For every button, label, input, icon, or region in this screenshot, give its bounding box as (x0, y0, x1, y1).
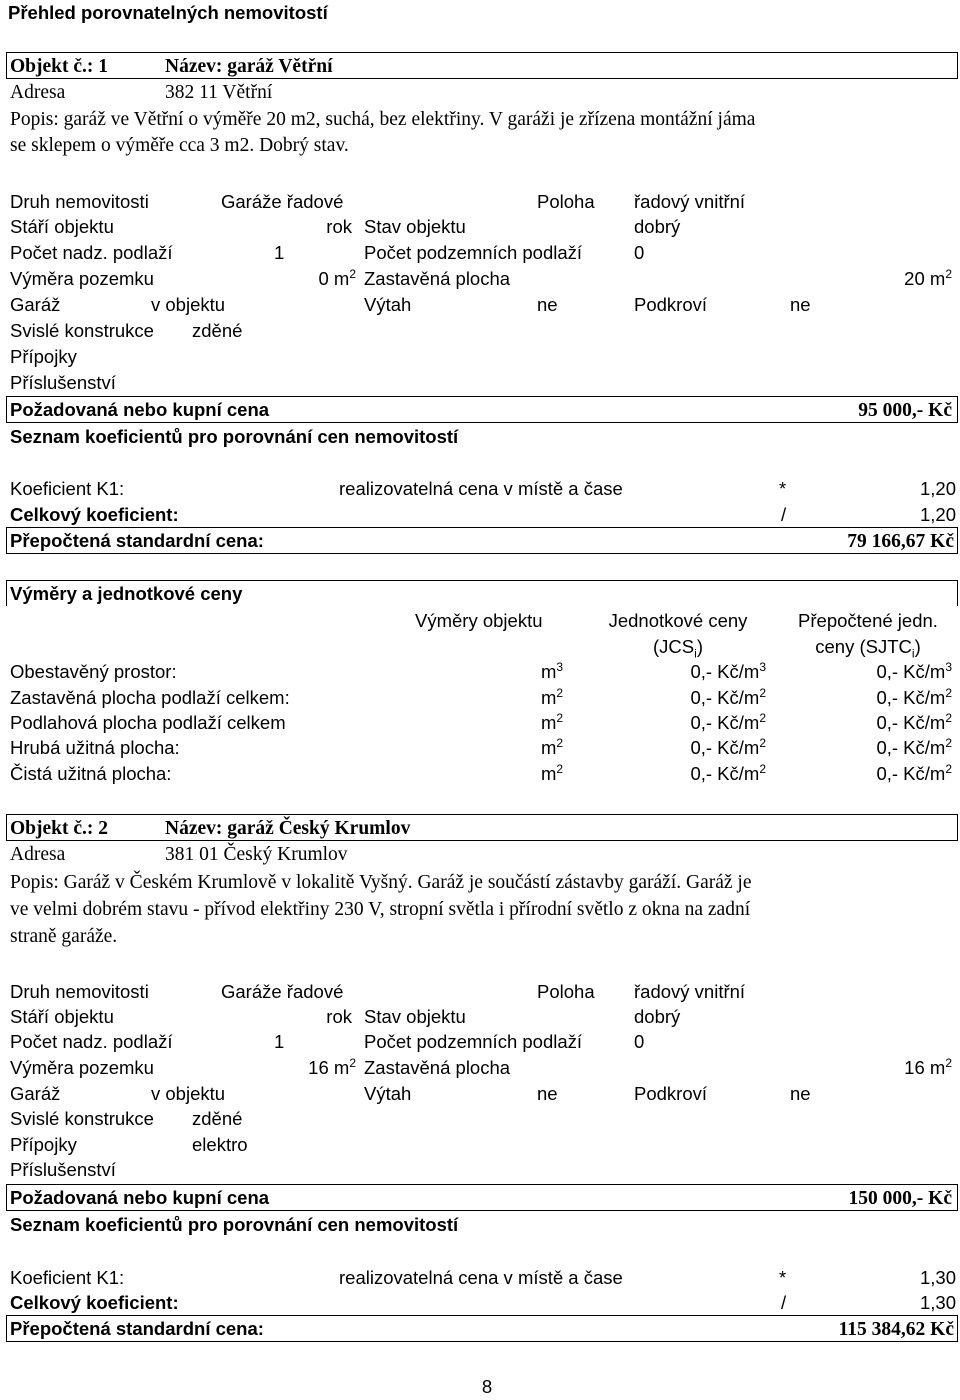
unit-exp: 2 (556, 761, 564, 776)
sjtc-value: 0,- Kč/m (876, 737, 946, 758)
jcs-exp: 2 (759, 761, 766, 776)
vymery-row-jcs (600, 761, 766, 787)
sjtc-value: 0,- Kč/m (876, 661, 946, 682)
object-2-zast (800, 1055, 952, 1081)
object-1-vytah: ne (537, 294, 558, 315)
unit: m (541, 661, 557, 682)
object-1-konstrukce-label: Svislé konstrukce (10, 320, 154, 341)
object-1-total-coef-label: Celkový koeficient: (10, 504, 179, 525)
sjtc-exp: 2 (945, 710, 952, 725)
object-1-k1-label: Koeficient K1: (10, 478, 125, 499)
vymery-row-sjtc (790, 685, 952, 711)
vymery-row-label: Zastavěná plocha podlaží celkem: (10, 687, 290, 708)
object-2-vytah: ne (537, 1083, 558, 1104)
object-2-podkrovi-label: Podkroví (634, 1083, 708, 1104)
object-2-address-label: Adresa (10, 844, 66, 865)
sjtc-exp: 2 (945, 735, 952, 750)
vymery-row-unit (541, 685, 563, 711)
object-2-podzemni-label: Počet podzemních podlaží (364, 1031, 583, 1052)
object-1-name: Název: garáž Větřní (165, 56, 333, 77)
object-2-druh: Garáže řadové (221, 981, 344, 1002)
object-1-address-label: Adresa (10, 82, 66, 103)
object-2-pozemek (220, 1055, 356, 1081)
jcs-subscript: i (694, 646, 697, 661)
vymery-row-label: Podlahová plocha podlaží celkem (10, 712, 286, 733)
object-1-k1-description: realizovatelná cena v místě a čase (339, 478, 623, 499)
unit: m (541, 763, 557, 784)
object-2-price: 150 000,- Kč (848, 1188, 952, 1209)
object-2-total-coef-operator: / (781, 1292, 787, 1313)
object-2-stari-label: Stáří objektu (10, 1006, 114, 1027)
object-1-stari-unit: rok (326, 216, 352, 237)
superscript: 2 (945, 1055, 952, 1070)
sjtc-value: 0,- Kč/m (876, 687, 946, 708)
object-1-pripojky-label: Přípojky (10, 346, 77, 367)
jcs-value: 0,- Kč/m (690, 661, 760, 682)
object-2-pripojky-label: Přípojky (10, 1134, 77, 1155)
object-2-stari-unit: rok (326, 1006, 352, 1027)
object-1-stav: dobrý (634, 216, 681, 237)
object-2-k1-description: realizovatelná cena v místě a čase (339, 1267, 623, 1288)
sjtc-value: 0,- Kč/m (876, 712, 946, 733)
object-2-standard-price-label: Přepočtená standardní cena: (10, 1318, 264, 1339)
jcs-text: (JCS (653, 636, 695, 657)
vymery-row-label: Čistá užitná plocha: (10, 763, 172, 784)
object-2-name: Název: garáž Český Krumlov (165, 818, 411, 839)
vymery-col-header-unit-price: Jednotkové ceny (608, 610, 748, 631)
unit: m (541, 712, 557, 733)
vymery-row-sjtc (790, 659, 952, 685)
sjtc-subscript: i (911, 646, 915, 661)
vymery-row-label: Obestavěný prostor: (10, 661, 177, 682)
object-2-total-coef-label: Celkový koeficient: (10, 1292, 179, 1313)
object-1-podkrovi: ne (790, 294, 811, 315)
sjtc-text: ceny (SJTC (815, 636, 912, 657)
object-1-total-coef-operator: / (781, 504, 787, 525)
object-2-garaz: v objektu (151, 1083, 226, 1104)
object-2-k1-operator: * (779, 1267, 787, 1288)
jcs-exp: 2 (759, 735, 766, 750)
vymery-title: Výměry a jednotkové ceny (10, 583, 243, 604)
vymery-row-jcs (600, 685, 766, 711)
object-2-pozemek-value: 16 m (308, 1057, 350, 1078)
unit-exp: 3 (556, 659, 564, 674)
object-2-stav: dobrý (634, 1006, 681, 1027)
object-2-pripojky: elektro (192, 1134, 248, 1155)
object-1-zast-label: Zastavěná plocha (364, 268, 511, 289)
object-1-price: 95 000,- Kč (858, 400, 952, 421)
superscript: 2 (349, 1055, 356, 1070)
vymery-row-sjtc (790, 761, 952, 787)
object-1-total-coef-value: 1,20 (919, 504, 956, 525)
object-1-poloha: řadový vnitřní (634, 191, 746, 212)
superscript: 2 (349, 266, 356, 281)
object-1-description-cont: se sklepem o výměře cca 3 m2. Dobrý stav. (10, 135, 349, 156)
jcs-value: 0,- Kč/m (690, 763, 760, 784)
object-2-pozemek-label: Výměra pozemku (10, 1057, 154, 1078)
jcs-exp: 2 (759, 685, 766, 700)
object-2-header-box (6, 814, 958, 841)
vymery-col-header-areas: Výměry objektu (415, 610, 543, 631)
unit-exp: 2 (556, 735, 564, 750)
jcs-value: 0,- Kč/m (690, 712, 760, 733)
object-1-k1-value: 1,20 (919, 478, 956, 499)
object-2-zast-label: Zastavěná plocha (364, 1057, 511, 1078)
jcs-value: 0,- Kč/m (690, 737, 760, 758)
object-2-description-cont2: straně garáže. (10, 926, 118, 947)
vymery-row-jcs (600, 735, 766, 761)
object-1-description: Popis: garáž ve Větřní o výměře 20 m2, suchá, bez elektřiny. V garáži je zřízena montážní jáma (10, 109, 756, 130)
jcs-close: ) (696, 636, 703, 657)
unit: m (541, 737, 557, 758)
object-1-vytah-label: Výtah (364, 294, 412, 315)
object-2-number: Objekt č.: 2 (10, 818, 109, 839)
sjtc-exp: 2 (945, 685, 952, 700)
object-1-k1-operator: * (779, 478, 787, 499)
object-2-standard-price: 115 384,62 Kč (838, 1319, 954, 1340)
vymery-row-label: Hrubá užitná plocha: (10, 737, 180, 758)
object-1-zast-value: 20 m (904, 268, 946, 289)
object-2-coef-list-title: Seznam koeficientů pro porovnání cen nemovitostí (10, 1214, 459, 1235)
object-1-druh: Garáže řadové (221, 191, 344, 212)
vymery-row-unit (541, 735, 563, 761)
object-1-pozemek (220, 266, 356, 292)
object-1-standard-price: 79 166,67 Kč (847, 531, 954, 552)
vymery-col-header-sjtc (782, 634, 954, 660)
jcs-exp: 3 (759, 659, 766, 674)
object-1-zast (800, 266, 952, 292)
object-1-stav-label: Stav objektu (364, 216, 466, 237)
object-1-pozemek-value: 0 m (318, 268, 350, 289)
vymery-col-header-recalc: Přepočtené jedn. (798, 610, 938, 631)
object-1-pozemek-label: Výměra pozemku (10, 268, 154, 289)
object-1-podlazi-label: Počet nadz. podlaží (10, 242, 173, 263)
object-1-garaz-label: Garáž (10, 294, 61, 315)
object-2-k1-value: 1,30 (919, 1267, 956, 1288)
object-2-poloha: řadový vnitřní (634, 981, 746, 1002)
object-2-zast-value: 16 m (904, 1057, 946, 1078)
vymery-col-header-jcs (592, 634, 764, 660)
object-1-price-label: Požadovaná nebo kupní cena (10, 399, 270, 420)
object-2-prislusenstvi-label: Příslušenství (10, 1159, 116, 1180)
jcs-value: 0,- Kč/m (690, 687, 760, 708)
object-2-address: 381 01 Český Krumlov (165, 844, 348, 865)
vymery-row-sjtc (790, 735, 952, 761)
object-1-podzemni-label: Počet podzemních podlaží (364, 242, 583, 263)
superscript: 2 (945, 266, 952, 281)
object-1-stari-label: Stáří objektu (10, 216, 114, 237)
object-2-podlazi-label: Počet nadz. podlaží (10, 1031, 173, 1052)
jcs-exp: 2 (759, 710, 766, 725)
sjtc-exp: 3 (945, 659, 952, 674)
vymery-row-jcs (600, 710, 766, 736)
sjtc-value: 0,- Kč/m (876, 763, 946, 784)
object-2-poloha-label: Poloha (537, 981, 595, 1002)
object-2-total-coef-value: 1,30 (919, 1292, 956, 1313)
vymery-row-sjtc (790, 710, 952, 736)
unit: m (541, 687, 557, 708)
object-2-podkrovi: ne (790, 1083, 811, 1104)
object-1-prislusenstvi-label: Příslušenství (10, 372, 116, 393)
vymery-row-unit (541, 710, 563, 736)
unit-exp: 2 (556, 710, 564, 725)
vymery-row-jcs (600, 659, 766, 685)
vymery-row-unit (541, 761, 563, 787)
object-2-konstrukce: zděné (192, 1108, 243, 1129)
object-1-podlazi: 1 (274, 242, 285, 263)
object-1-garaz: v objektu (151, 294, 226, 315)
object-1-podzemni: 0 (634, 242, 645, 263)
object-1-number: Objekt č.: 1 (10, 56, 109, 77)
object-1-poloha-label: Poloha (537, 191, 595, 212)
object-2-price-label: Požadovaná nebo kupní cena (10, 1187, 270, 1208)
object-1-standard-price-label: Přepočtená standardní cena: (10, 530, 264, 551)
object-2-podzemni: 0 (634, 1031, 645, 1052)
page-title: Přehled porovnatelných nemovitostí (8, 2, 328, 23)
page-number: 8 (481, 1376, 493, 1397)
sjtc-exp: 2 (945, 761, 952, 776)
object-2-description-cont: ve velmi dobrém stavu - přívod elektřiny 230 V, stropní světla i přírodní světlo z okna na zadní (10, 899, 751, 920)
object-1-header-box (6, 52, 958, 79)
object-2-druh-label: Druh nemovitosti (10, 981, 149, 1002)
object-1-coef-list-title: Seznam koeficientů pro porovnání cen nemovitostí (10, 426, 459, 447)
object-2-stav-label: Stav objektu (364, 1006, 466, 1027)
object-2-description: Popis: Garáž v Českém Krumlově v lokalitě Vyšný. Garáž je součástí zástavby garáží. Garáž je (10, 872, 752, 893)
object-2-vytah-label: Výtah (364, 1083, 412, 1104)
object-1-podkrovi-label: Podkroví (634, 294, 708, 315)
object-2-garaz-label: Garáž (10, 1083, 61, 1104)
object-2-podlazi: 1 (274, 1031, 285, 1052)
object-1-konstrukce: zděné (192, 320, 243, 341)
vymery-row-unit (541, 659, 563, 685)
object-1-address: 382 11 Větřní (165, 82, 273, 103)
object-2-konstrukce-label: Svislé konstrukce (10, 1108, 154, 1129)
object-2-k1-label: Koeficient K1: (10, 1267, 125, 1288)
sjtc-close: ) (914, 636, 921, 657)
object-1-druh-label: Druh nemovitosti (10, 191, 149, 212)
unit-exp: 2 (556, 685, 564, 700)
